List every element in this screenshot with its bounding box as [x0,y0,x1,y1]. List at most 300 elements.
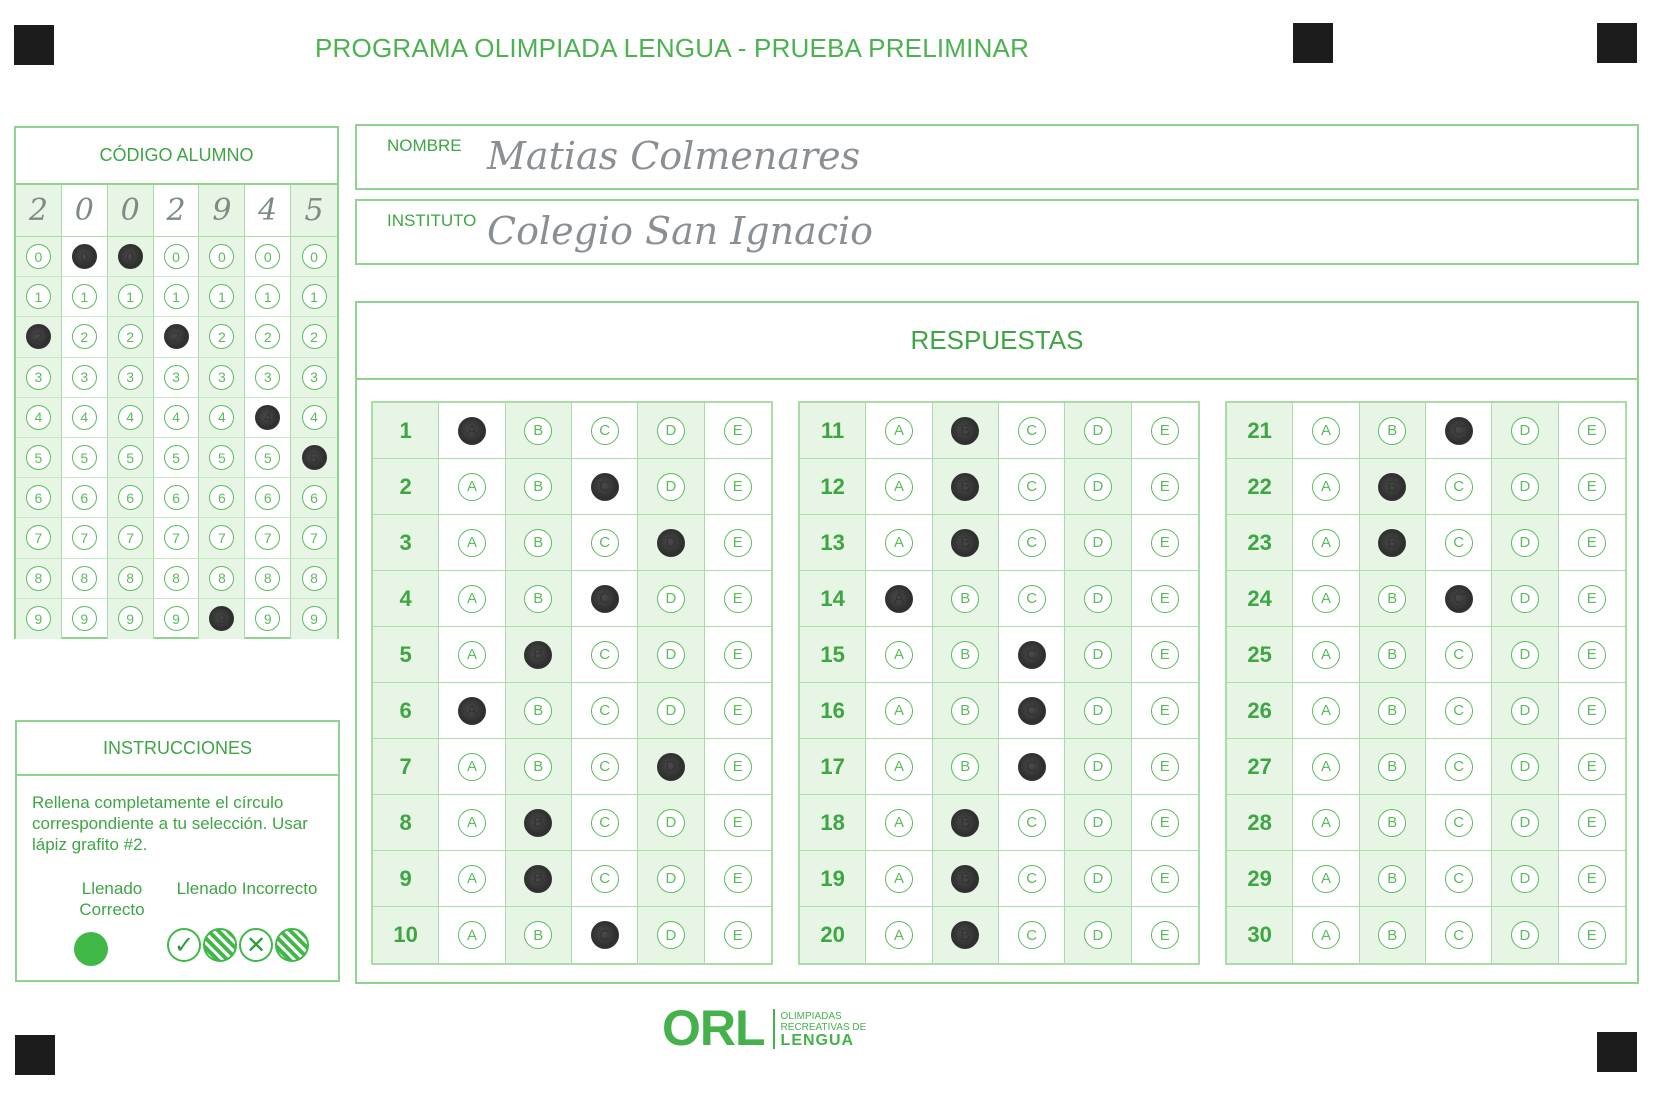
answer-bubble-a[interactable]: A [458,417,486,445]
answer-bubble-a[interactable]: A [885,585,913,613]
answer-bubble-c[interactable]: C [591,417,619,445]
answer-bubble-a[interactable]: A [1312,473,1340,501]
answer-bubble-e[interactable]: E [1578,529,1606,557]
answer-bubble-a[interactable]: A [885,473,913,501]
answer-bubble-d[interactable]: D [1084,585,1112,613]
option-cell [439,907,505,963]
code-bubble[interactable]: 3 [118,365,143,390]
answer-bubble-a[interactable]: A [458,473,486,501]
answer-bubble-c[interactable]: C [591,641,619,669]
code-bubble-row [291,317,337,357]
answer-bubble-c[interactable]: C [1018,865,1046,893]
answer-bubble-b[interactable]: B [1378,809,1406,837]
answer-bubble-c[interactable]: C [1445,753,1473,781]
answer-row [1227,571,1625,627]
answer-bubble-a[interactable]: A [885,809,913,837]
code-bubble[interactable]: 1 [72,284,97,309]
option-cell [999,907,1065,963]
code-bubble[interactable]: 0 [255,244,280,269]
question-number-cell [373,683,439,738]
answer-bubble-d[interactable]: D [1084,417,1112,445]
answer-bubble-e[interactable]: E [1578,809,1606,837]
code-bubble[interactable]: 3 [302,365,327,390]
answer-bubble-e[interactable]: E [1151,865,1179,893]
answer-bubble-a[interactable]: A [1312,529,1340,557]
option-cell [1492,851,1558,906]
answer-bubble-a[interactable]: A [458,697,486,725]
answer-bubble-d[interactable]: D [657,921,685,949]
code-bubble[interactable]: 2 [302,324,327,349]
code-bubble[interactable]: 2 [209,324,234,349]
option-cell [572,403,638,458]
answer-bubble-d[interactable]: D [1084,865,1112,893]
answer-bubble-a[interactable]: A [458,585,486,613]
code-bubble-row [199,518,244,558]
answer-bubble-b[interactable]: B [951,697,979,725]
answer-bubble-b[interactable]: B [524,417,552,445]
answer-bubble-e[interactable]: E [724,473,752,501]
option-cell [1293,739,1359,794]
option-cell [1559,683,1625,738]
answer-bubble-b[interactable]: B [1378,865,1406,893]
answer-bubble-a[interactable]: A [885,697,913,725]
answer-bubble-e[interactable]: E [724,753,752,781]
question-number: 4 [399,585,412,611]
answer-bubble-d[interactable]: D [1511,865,1539,893]
answer-bubble-c[interactable]: C [1445,921,1473,949]
code-bubble[interactable]: 9 [26,606,51,631]
code-bubble[interactable]: 7 [72,525,97,550]
code-bubble[interactable]: 1 [209,284,234,309]
answer-bubble-c[interactable]: C [591,585,619,613]
answer-bubble-b[interactable]: B [524,585,552,613]
answer-bubble-d[interactable]: D [1084,529,1112,557]
answer-bubble-a[interactable]: A [1312,865,1340,893]
code-bubble[interactable]: 7 [164,525,189,550]
question-number-cell [1227,627,1293,682]
answer-bubble-b[interactable]: B [951,921,979,949]
answer-bubble-a[interactable]: A [1312,921,1340,949]
answer-bubble-a[interactable]: A [885,529,913,557]
code-bubble[interactable]: 5 [72,445,97,470]
answer-row [373,627,771,683]
option-cell [866,459,932,514]
answer-bubble-b[interactable]: B [951,529,979,557]
option-cell [1293,683,1359,738]
answer-bubble-e[interactable]: E [724,529,752,557]
answer-bubble-b[interactable]: B [524,697,552,725]
answer-bubble-c[interactable]: C [1018,809,1046,837]
question-number: 5 [399,641,412,667]
answer-bubble-b[interactable]: B [1378,417,1406,445]
code-bubble[interactable]: 5 [118,445,143,470]
answer-bubble-d[interactable]: D [1084,641,1112,669]
answer-row [1227,627,1625,683]
answer-bubble-d[interactable]: D [657,697,685,725]
answer-bubble-a[interactable]: A [458,865,486,893]
answer-bubble-e[interactable]: E [1151,529,1179,557]
code-bubble[interactable]: 4 [302,405,327,430]
code-bubble-row [199,398,244,438]
answer-bubble-b[interactable]: B [524,921,552,949]
answer-bubble-e[interactable]: E [1578,697,1606,725]
answer-bubble-d[interactable]: D [657,641,685,669]
code-bubble[interactable]: 6 [118,485,143,510]
code-bubble-row [245,438,290,478]
answer-bubble-c[interactable]: C [591,529,619,557]
answer-bubble-d[interactable]: D [1084,473,1112,501]
instructions-text: Rellena completamente el círculo correspondiente a tu selección. Usar lápiz grafito #2. [32,793,308,854]
answer-bubble-e[interactable]: E [724,809,752,837]
code-bubble[interactable]: 9 [72,606,97,631]
question-number: 21 [1247,417,1272,443]
answer-bubble-e[interactable]: E [1578,585,1606,613]
answer-bubble-c[interactable]: C [1018,753,1046,781]
code-bubble[interactable]: 3 [26,365,51,390]
option-cell [999,515,1065,570]
answer-bubble-b[interactable]: B [1378,473,1406,501]
code-bubble[interactable]: 5 [26,445,51,470]
option-cell [1492,795,1558,850]
code-bubble[interactable]: 2 [164,324,189,349]
code-bubble[interactable]: 0 [302,244,327,269]
answer-bubble-b[interactable]: B [524,473,552,501]
code-bubble[interactable]: 6 [72,485,97,510]
answer-bubble-c[interactable]: C [1445,417,1473,445]
answer-bubble-e[interactable]: E [1151,697,1179,725]
answer-bubble-e[interactable]: E [1578,753,1606,781]
answer-bubble-e[interactable]: E [1578,921,1606,949]
code-bubble[interactable]: 0 [72,244,97,269]
answer-bubble-c[interactable]: C [591,753,619,781]
answer-bubble-c[interactable]: C [1445,585,1473,613]
code-bubble[interactable]: 4 [164,405,189,430]
code-bubble-row [108,358,153,398]
code-bubble[interactable]: 8 [209,566,234,591]
code-bubble[interactable]: 3 [164,365,189,390]
option-cell [1492,515,1558,570]
code-bubble[interactable]: 9 [164,606,189,631]
code-bubble[interactable]: 0 [118,244,143,269]
answer-bubble-a[interactable]: A [1312,697,1340,725]
answer-bubble-c[interactable]: C [591,473,619,501]
answer-bubble-e[interactable]: E [1578,473,1606,501]
answer-bubble-e[interactable]: E [724,921,752,949]
answer-bubble-d[interactable]: D [1084,809,1112,837]
option-cell [439,739,505,794]
option-cell [1426,571,1492,626]
answer-bubble-d[interactable]: D [1511,753,1539,781]
answer-bubble-e[interactable]: E [724,865,752,893]
answer-bubble-b[interactable]: B [524,641,552,669]
answer-bubble-a[interactable]: A [1312,585,1340,613]
answer-bubble-d[interactable]: D [1511,417,1539,445]
option-cell [1065,683,1131,738]
option-cell [705,907,771,963]
answer-bubble-a[interactable]: A [885,417,913,445]
code-bubble[interactable]: 2 [118,324,143,349]
answer-bubble-e[interactable]: E [724,641,752,669]
answer-row [800,515,1198,571]
answer-bubble-b[interactable]: B [951,809,979,837]
answer-bubble-c[interactable]: C [591,697,619,725]
answer-bubble-c[interactable]: C [1445,865,1473,893]
answer-bubble-d[interactable]: D [1084,753,1112,781]
option-cell [1132,403,1198,458]
code-bubble[interactable]: 7 [302,525,327,550]
answer-bubble-a[interactable]: A [885,921,913,949]
question-number-cell [373,851,439,906]
answer-bubble-d[interactable]: D [1084,921,1112,949]
option-cell [1492,907,1558,963]
option-cell [1360,459,1426,514]
option-cell [1559,795,1625,850]
answer-bubble-d[interactable]: D [657,417,685,445]
answer-bubble-a[interactable]: A [885,641,913,669]
option-cell [506,739,572,794]
option-cell [1293,627,1359,682]
answer-bubble-b[interactable]: B [524,753,552,781]
question-number: 3 [399,529,412,555]
code-bubble[interactable]: 1 [164,284,189,309]
answer-row [1227,515,1625,571]
answer-bubble-b[interactable]: B [951,417,979,445]
answer-bubble-c[interactable]: C [591,865,619,893]
answer-bubble-c[interactable]: C [1018,641,1046,669]
code-bubble-row [199,277,244,317]
option-cell [1132,795,1198,850]
code-bubble-row [291,518,337,558]
answer-bubble-e[interactable]: E [1151,809,1179,837]
answer-bubble-a[interactable]: A [1312,753,1340,781]
answer-row [800,683,1198,739]
answer-bubble-c[interactable]: C [1018,585,1046,613]
answer-bubble-a[interactable]: A [458,529,486,557]
code-bubble[interactable]: 6 [302,485,327,510]
option-cell [1132,459,1198,514]
answer-bubble-c[interactable]: C [1445,473,1473,501]
answer-bubble-e[interactable]: E [1151,641,1179,669]
answer-bubble-b[interactable]: B [951,641,979,669]
answer-bubble-b[interactable]: B [524,809,552,837]
answer-bubble-b[interactable]: B [1378,697,1406,725]
option-cell [1132,515,1198,570]
option-cell [572,683,638,738]
answer-bubble-c[interactable]: C [1445,641,1473,669]
code-bubble[interactable]: 3 [209,365,234,390]
code-bubble[interactable]: 2 [255,324,280,349]
code-bubble[interactable]: 7 [26,525,51,550]
name-field[interactable] [355,124,1639,190]
code-column [199,185,245,639]
answer-bubble-b[interactable]: B [524,865,552,893]
answer-bubble-e[interactable]: E [1151,473,1179,501]
answer-bubble-c[interactable]: C [1018,417,1046,445]
option-cell [1360,851,1426,906]
code-bubble[interactable]: 7 [118,525,143,550]
logo-line2: RECREATIVAS DE [780,1022,867,1033]
option-cell [1132,739,1198,794]
code-bubble-row [62,398,107,438]
option-cell [1492,683,1558,738]
answer-bubble-a[interactable]: A [885,865,913,893]
code-bubble[interactable]: 9 [118,606,143,631]
answer-bubble-b[interactable]: B [1378,753,1406,781]
code-bubble[interactable]: 5 [255,445,280,470]
code-bubble[interactable]: 3 [72,365,97,390]
code-bubble[interactable]: 6 [164,485,189,510]
code-bubble[interactable]: 5 [209,445,234,470]
question-number: 1 [399,417,412,443]
code-bubble[interactable]: 8 [72,566,97,591]
option-cell [1132,627,1198,682]
question-number: 18 [820,809,845,835]
code-bubble[interactable]: 8 [26,566,51,591]
option-cell [638,627,704,682]
code-bubble[interactable]: 4 [255,405,280,430]
answer-bubble-c[interactable]: C [1445,809,1473,837]
option-cell [933,795,999,850]
answer-bubble-e[interactable]: E [1151,921,1179,949]
code-bubble[interactable]: 5 [164,445,189,470]
code-bubble[interactable]: 1 [118,284,143,309]
answer-bubble-e[interactable]: E [724,585,752,613]
answer-bubble-a[interactable]: A [458,809,486,837]
answer-bubble-d[interactable]: D [1511,921,1539,949]
option-cell [572,851,638,906]
answer-bubble-a[interactable]: A [1312,809,1340,837]
answer-bubble-a[interactable]: A [1312,417,1340,445]
code-bubble-row [108,277,153,317]
answer-bubble-b[interactable]: B [951,753,979,781]
code-bubble[interactable]: 4 [26,405,51,430]
answer-bubble-a[interactable]: A [885,753,913,781]
answer-bubble-e[interactable]: E [1578,417,1606,445]
answer-bubble-e[interactable]: E [724,697,752,725]
answer-bubble-d[interactable]: D [657,529,685,557]
answer-bubble-a[interactable]: A [458,921,486,949]
answer-bubble-c[interactable]: C [1018,473,1046,501]
code-bubble[interactable]: 1 [26,284,51,309]
answer-bubble-e[interactable]: E [1578,865,1606,893]
answer-bubble-d[interactable]: D [657,753,685,781]
answer-bubble-c[interactable]: C [591,921,619,949]
code-bubble-row [154,518,199,558]
code-bubble[interactable]: 0 [209,244,234,269]
answer-bubble-a[interactable]: A [458,641,486,669]
answer-bubble-c[interactable]: C [1445,697,1473,725]
question-number: 12 [820,473,845,499]
answer-row [373,851,771,907]
answer-bubble-d[interactable]: D [1511,585,1539,613]
answer-bubble-d[interactable]: D [1511,641,1539,669]
code-bubble[interactable]: 6 [255,485,280,510]
answer-bubble-d[interactable]: D [1511,473,1539,501]
code-bubble[interactable]: 8 [118,566,143,591]
code-column [154,185,200,639]
code-bubble-row [154,237,199,277]
code-bubble[interactable]: 0 [26,244,51,269]
answer-bubble-d[interactable]: D [1511,697,1539,725]
code-bubble[interactable]: 1 [255,284,280,309]
option-cell [1492,739,1558,794]
checkmark-icon: ✓ [167,928,201,962]
code-bubble[interactable]: 9 [255,606,280,631]
option-cell [999,627,1065,682]
answer-bubble-d[interactable]: D [657,865,685,893]
code-bubble[interactable]: 8 [302,566,327,591]
answer-bubble-e[interactable]: E [1151,753,1179,781]
code-bubble[interactable]: 9 [302,606,327,631]
answer-bubble-d[interactable]: D [657,809,685,837]
institute-field[interactable] [355,199,1639,265]
answer-bubble-c[interactable]: C [1018,529,1046,557]
question-number-cell [800,627,866,682]
logo-separator [773,1009,775,1049]
answer-bubble-e[interactable]: E [724,417,752,445]
option-cell [866,403,932,458]
code-bubble[interactable]: 7 [255,525,280,550]
answer-bubble-b[interactable]: B [1378,921,1406,949]
code-bubble[interactable]: 9 [209,606,234,631]
answer-bubble-b[interactable]: B [1378,529,1406,557]
code-bubble[interactable]: 4 [118,405,143,430]
code-bubble[interactable]: 2 [72,324,97,349]
answer-bubble-b[interactable]: B [1378,585,1406,613]
answer-bubble-d[interactable]: D [1084,697,1112,725]
code-bubble[interactable]: 4 [72,405,97,430]
code-bubble[interactable]: 2 [26,324,51,349]
code-bubble[interactable]: 8 [255,566,280,591]
code-bubble[interactable]: 7 [209,525,234,550]
answer-bubble-b[interactable]: B [1378,641,1406,669]
answer-bubble-d[interactable]: D [657,473,685,501]
code-bubble[interactable]: 3 [255,365,280,390]
code-bubble[interactable]: 1 [302,284,327,309]
code-bubble[interactable]: 5 [302,445,327,470]
answer-bubble-a[interactable]: A [458,753,486,781]
answer-bubble-b[interactable]: B [951,473,979,501]
code-bubble[interactable]: 6 [209,485,234,510]
answer-bubble-c[interactable]: C [1018,697,1046,725]
code-bubble-row [62,438,107,478]
code-bubble[interactable]: 0 [164,244,189,269]
answer-bubble-d[interactable]: D [657,585,685,613]
code-bubble[interactable]: 6 [26,485,51,510]
answer-bubble-a[interactable]: A [1312,641,1340,669]
student-code-label: CÓDIGO ALUMNO [16,128,337,185]
answer-bubble-e[interactable]: E [1151,417,1179,445]
answer-bubble-c[interactable]: C [1018,921,1046,949]
answer-bubble-d[interactable]: D [1511,529,1539,557]
answer-bubble-d[interactable]: D [1511,809,1539,837]
answer-bubble-e[interactable]: E [1151,585,1179,613]
answer-bubble-b[interactable]: B [524,529,552,557]
answer-bubble-e[interactable]: E [1578,641,1606,669]
code-bubble[interactable]: 4 [209,405,234,430]
answer-bubble-b[interactable]: B [951,865,979,893]
scribble-fill-icon [275,928,309,962]
option-cell [638,795,704,850]
answer-bubble-b[interactable]: B [951,585,979,613]
answer-bubble-c[interactable]: C [591,809,619,837]
code-column [62,185,108,639]
code-bubble-row [154,317,199,357]
option-cell [506,683,572,738]
answer-bubble-c[interactable]: C [1445,529,1473,557]
code-bubble[interactable]: 8 [164,566,189,591]
option-cell [1492,403,1558,458]
